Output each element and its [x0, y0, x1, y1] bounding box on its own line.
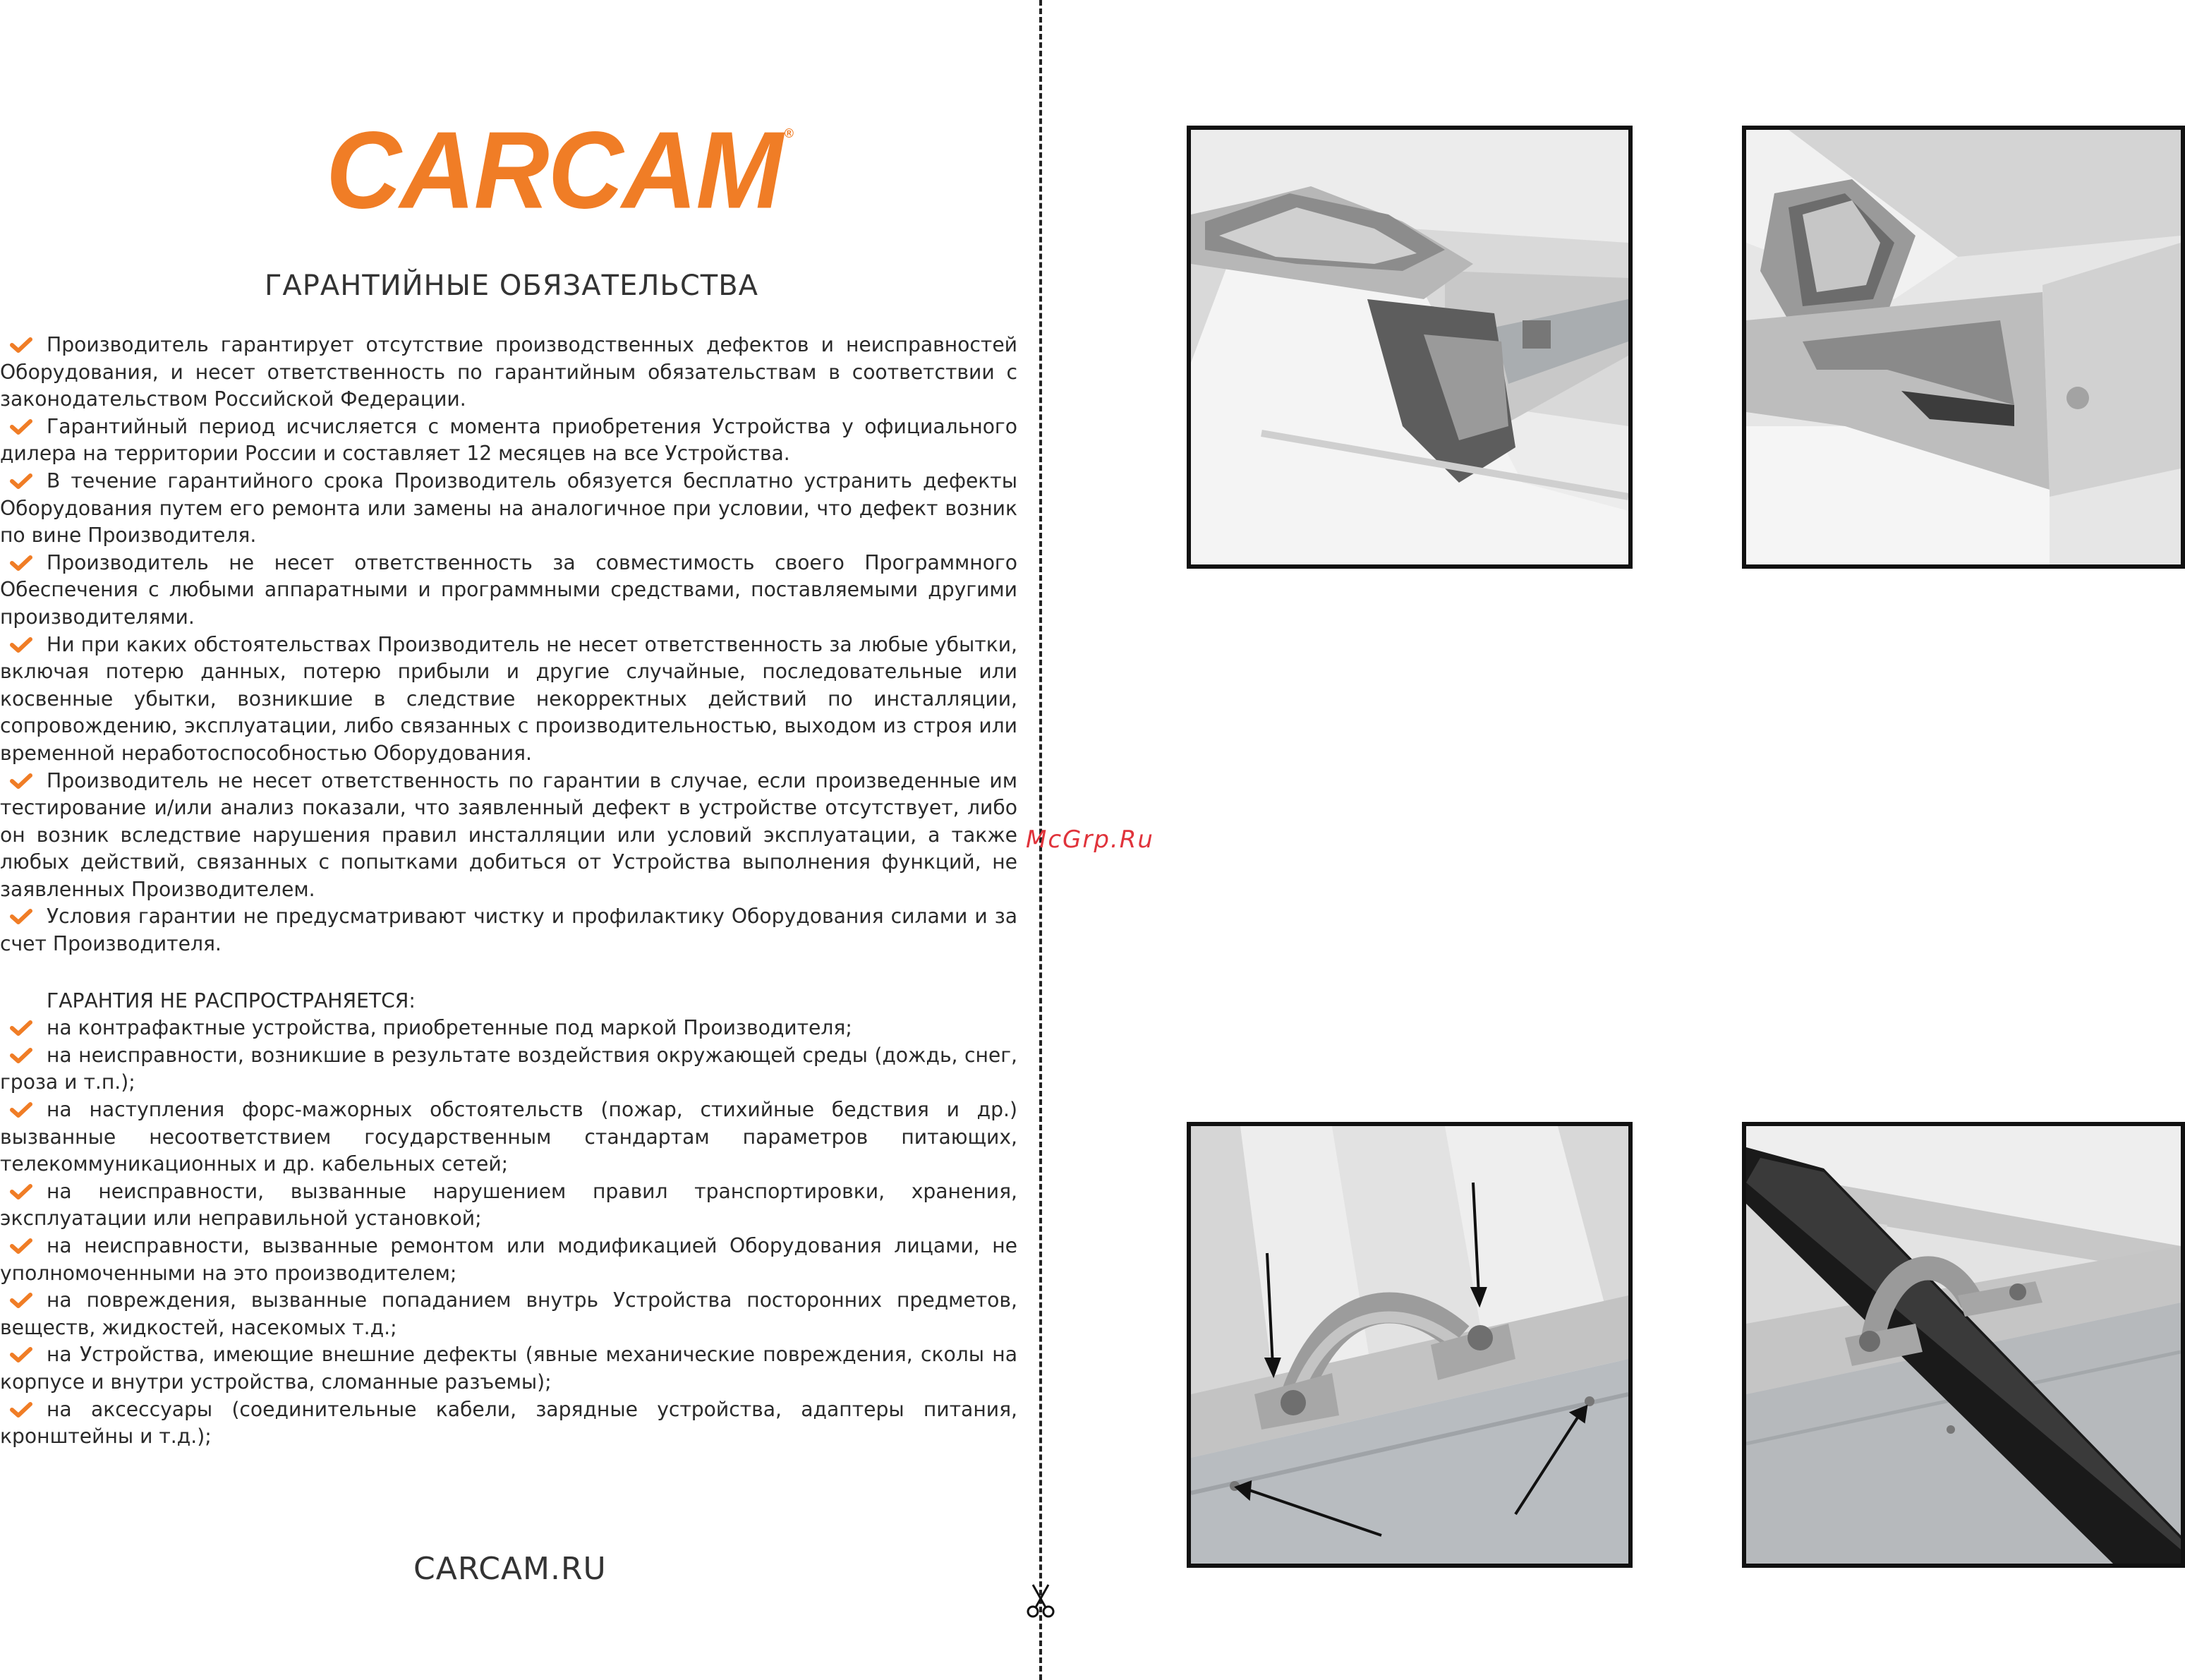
not-covered-item-text: на аксессуары (соединительные кабели, зарядные устройства, адаптеры питания, кронштейны и т.д.);	[0, 1397, 1017, 1449]
photo-rail-corner-2	[1742, 126, 2185, 569]
photo-rail-corner-1	[1187, 126, 1633, 569]
warranty-item-text: Производитель не несет ответственность по гарантии в случае, если произведенные им тестирование и/или анализ показали, что заявленный дефект в устройстве отсутствует, либо он возник вследствие нарушения правил инсталляции или условий эксплуатации, а также любых действий, связанных с попытками добиться от Устройства выполнения функций, не заявленных Производителем.	[0, 768, 1017, 901]
not-covered-item-text: на неисправности, вызванные нарушением правил транспортировки, хранения, эксплуатации или неправильной установкой;	[0, 1179, 1017, 1231]
not-covered-item-text: на контрафактные устройства, приобретенные под маркой Производителя;	[47, 1016, 852, 1040]
checkmark-icon	[10, 909, 32, 924]
checkmark-icon	[10, 773, 32, 789]
page-title: ГАРАНТИЙНЫЕ ОБЯЗАТЕЛЬСТВА	[264, 270, 759, 302]
warranty-item-text: Условия гарантии не предусматривают чистку и профилактику Оборудования силами и за счет Производителя.	[0, 905, 1017, 956]
warranty-item	[0, 468, 1017, 550]
warranty-text	[0, 332, 1017, 1451]
photo-clamp-black-rail	[1742, 1122, 2185, 1568]
checkmark-icon	[10, 1184, 32, 1199]
not-covered-item	[0, 1096, 1017, 1178]
photo-clamp-arrows	[1187, 1122, 1633, 1568]
carcam-logo: CARCAM ®	[326, 109, 792, 232]
checkmark-icon	[10, 1102, 32, 1118]
not-covered-item	[0, 1396, 1017, 1451]
warranty-item	[0, 768, 1017, 904]
not-covered-item	[0, 1287, 1017, 1341]
checkmark-icon	[10, 1048, 32, 1063]
warranty-item	[0, 413, 1017, 468]
warranty-item	[0, 631, 1017, 768]
not-covered-list	[0, 1015, 1017, 1451]
watermark: McGrp.Ru	[1026, 826, 1154, 854]
not-covered-item	[0, 1341, 1017, 1396]
checkmark-icon	[10, 1293, 32, 1308]
warranty-list	[0, 332, 1017, 958]
not-covered-item-text: на повреждения, вызванные попаданием внутрь Устройства посторонних предметов, веществ, жидкостей, насекомых т.д.;	[0, 1288, 1017, 1339]
warranty-item	[0, 550, 1017, 631]
warranty-item-text: Производитель гарантирует отсутствие производственных дефектов и неисправностей Оборудования, и несет ответственность по гарантийным обязательствам в соответствии с законодательством Российской Федерации.	[0, 333, 1017, 411]
not-covered-item-text: на Устройства, имеющие внешние дефекты (явные механические повреждения, сколы на корпусе и внутри устройства, сломанные разъемы);	[0, 1343, 1017, 1394]
warranty-item-text: В течение гарантийного срока Производитель обязуется бесплатно устранить дефекты Оборудования путем его ремонта или замены на аналогичное при условии, что дефект возник по вине Производителя.	[0, 469, 1017, 548]
scissors-icon	[1024, 1583, 1057, 1619]
not-covered-heading: ГАРАНТИЯ НЕ РАСПРОСТРАНЯЕТСЯ:	[47, 989, 416, 1013]
warranty-item-text: Производитель не несет ответственность за совместимость своего Программного Обеспечения с любыми аппаратными и программными средствами, поставляемыми другими производителями.	[0, 550, 1017, 629]
not-covered-item-text: на неисправности, вызванные ремонтом или модификацией Оборудования лицами, не уполномоченными на это производителем;	[0, 1234, 1017, 1285]
website-link[interactable]: CARCAM.RU	[413, 1551, 607, 1587]
checkmark-icon	[10, 1238, 32, 1254]
checkmark-icon	[10, 1347, 32, 1362]
not-covered-item	[0, 1233, 1017, 1287]
warranty-item-text: Гарантийный период исчисляется с момента приобретения Устройства у официального дилера на территории России и составляет 12 месяцев на все Устройства.	[0, 414, 1017, 466]
checkmark-icon	[10, 419, 32, 435]
checkmark-icon	[10, 473, 32, 489]
not-covered-item-text: на наступления форс-мажорных обстоятельств (пожар, стихийные бедствия и др.) вызванные несоответствием государственным стандартам параметров питающих, телекоммуникационных и др. кабельных сетей;	[0, 1098, 1017, 1176]
warranty-item	[0, 903, 1017, 957]
warranty-item-text: Ни при каких обстоятельствах Производитель не несет ответственность за любые убытки, включая потерю данных, потерю прибыли и другие случайные, последовательные или косвенные убытки, возникшие в следствие некорректных действий по инсталляции, сопровождению, эксплуатации, либо связанных с производительностью, выходом из строя или временной неработоспособностью Оборудования.	[0, 632, 1017, 765]
not-covered-item	[0, 1178, 1017, 1233]
checkmark-icon	[10, 637, 32, 653]
warranty-item	[0, 332, 1017, 413]
checkmark-icon	[10, 1402, 32, 1418]
checkmark-icon	[10, 1020, 32, 1036]
not-covered-item	[0, 1015, 1017, 1042]
checkmark-icon	[10, 555, 32, 571]
not-covered-item	[0, 1042, 1017, 1096]
checkmark-icon	[10, 337, 32, 353]
not-covered-item-text: на неисправности, возникшие в результате воздействия окружающей среды (дождь, снег, гроза и т.п.);	[0, 1043, 1017, 1094]
